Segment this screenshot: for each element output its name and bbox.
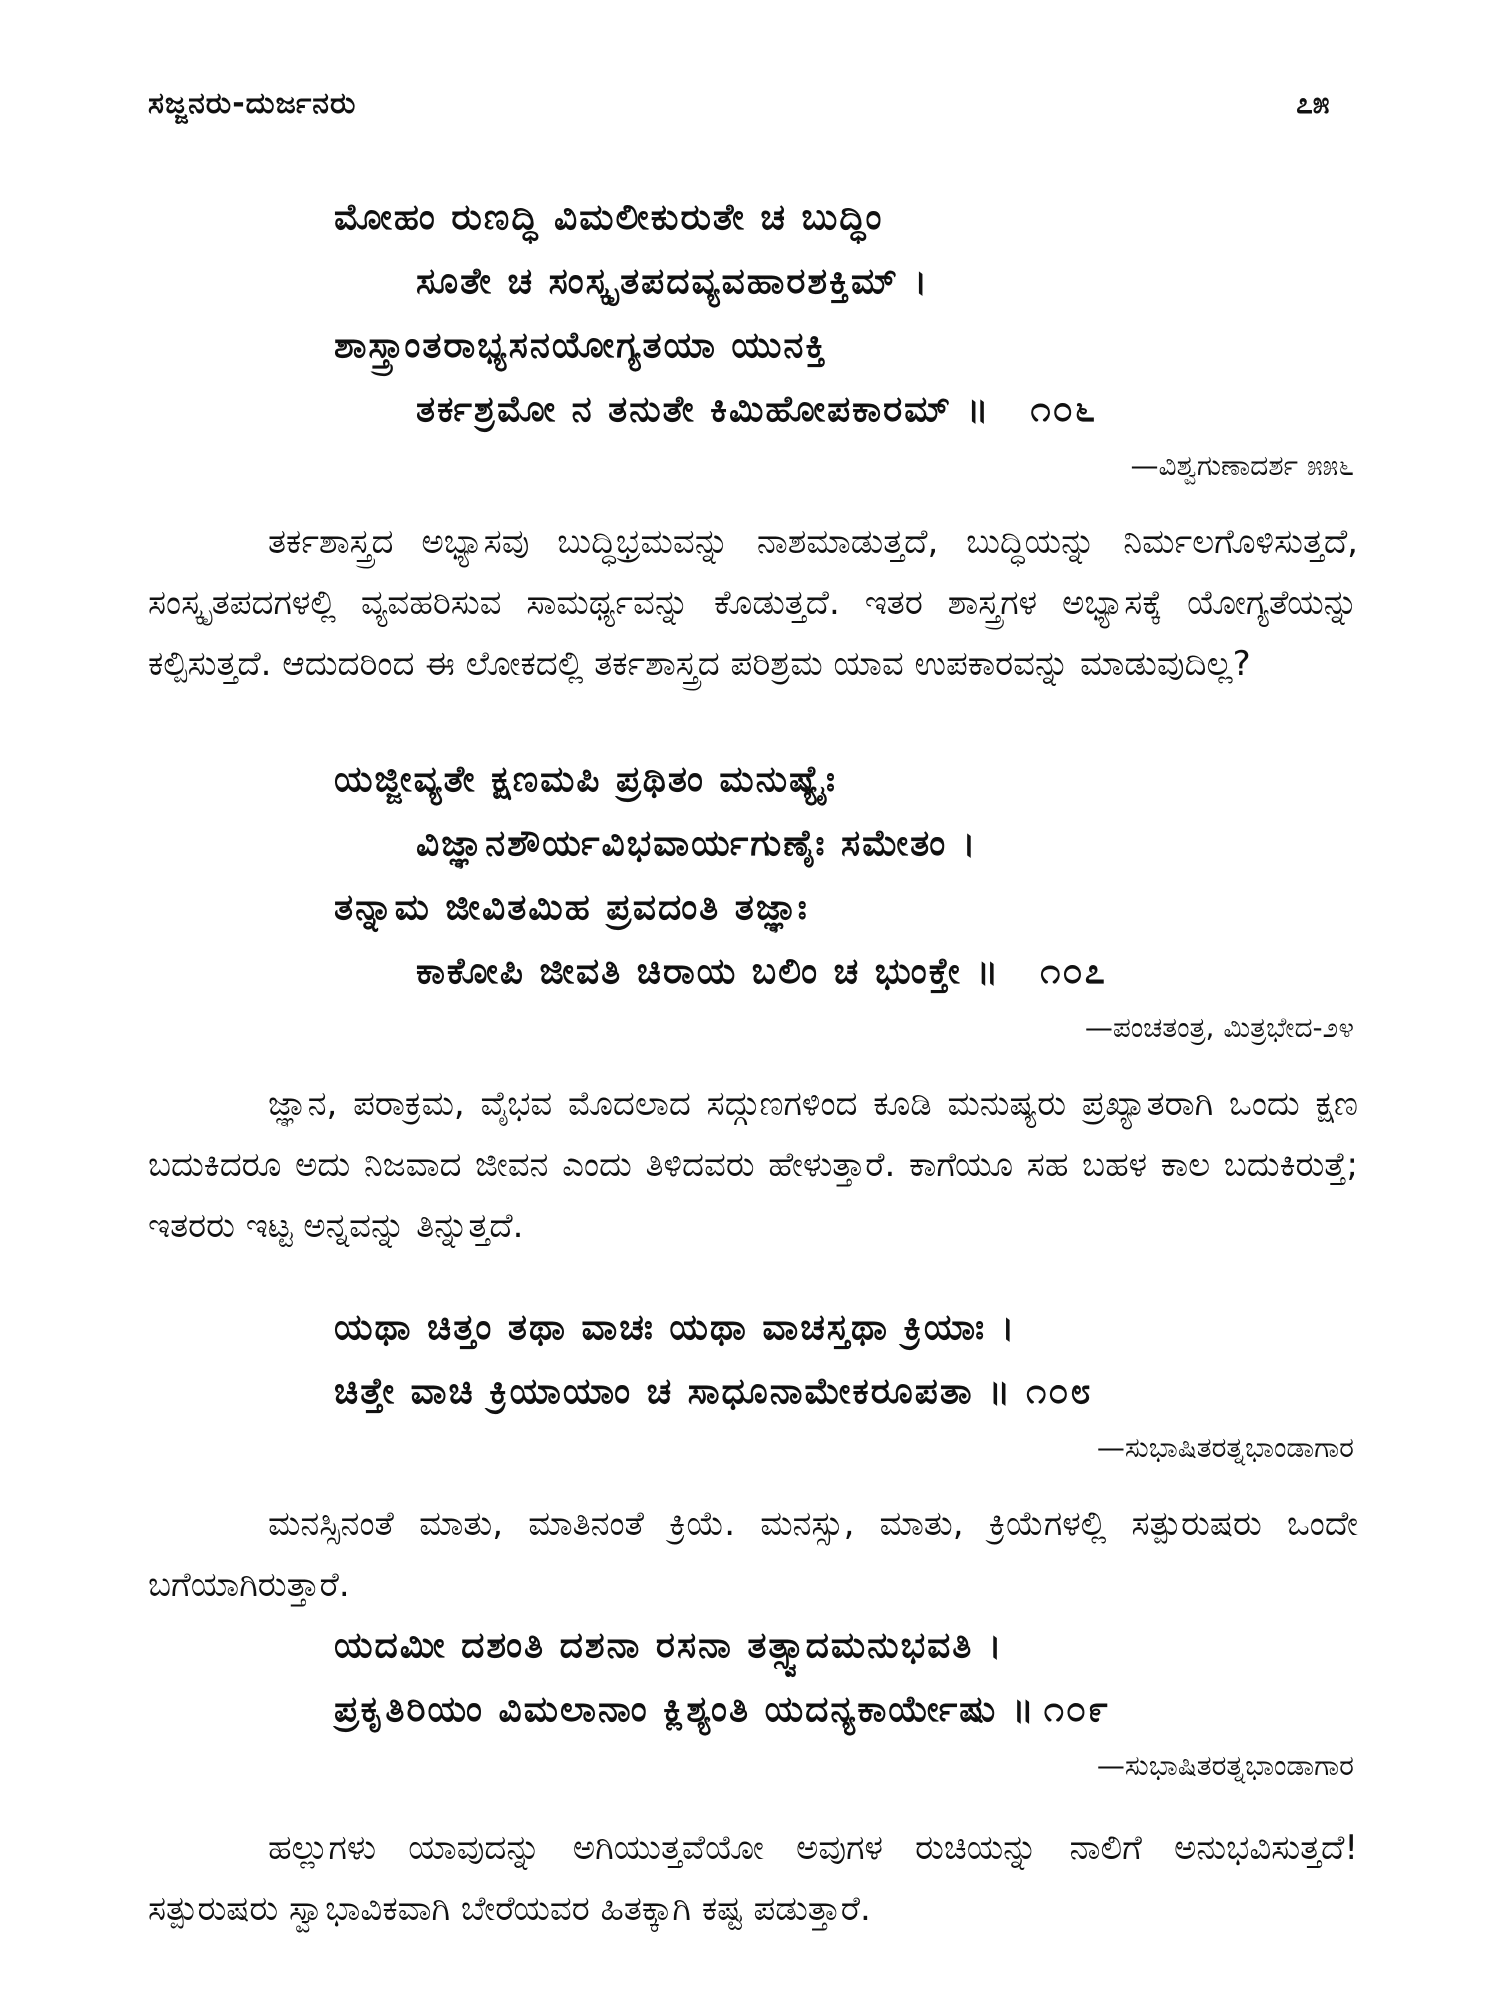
verse-number: ೧೦೮ [1026,1371,1093,1412]
verse-line: ಯದಮೀ ದಶಂತಿ ದಶನಾ ರಸನಾ ತತ್ಸ್ವಾದಮನುಭವತಿ । [334,1625,1004,1666]
verse-line-text: ಚಿತ್ತೇ ವಾಚಿ ಕ್ರಿಯಾಯಾಂ ಚ ಸಾಧೂನಾಮೇಕರೂಪತಾ ॥ [334,1371,1013,1412]
verse-line: ಶಾಸ್ತ್ರಾಂತರಾಭ್ಯಸನಯೋಗ್ಯತಯಾ ಯುನಕ್ತಿ [334,325,828,366]
verse-line [148,378,1358,442]
prose-paragraph: ಹಲ್ಲುಗಳು ಯಾವುದನ್ನು ಅಗಿಯುತ್ತವೆಯೋ ಅವುಗಳ ರುಚಿಯನ್ನು ನಾಲಿಗೆ ಅನುಭವಿಸುತ್ತದೆ! ಸತ್ಪುರುಷರು ಸ್ವಾಭಾವಿಕವಾಗಿ ಬೇರೆಯವರ ಹಿತಕ್ಕಾಗಿ ಕಷ್ಟ ಪಡುತ್ತಾರೆ. [148,1828,1358,1929]
verse-section-108 [148,1296,1358,1616]
verse-line: ಮೋಹಂ ರುಣದ್ಧಿ ವಿಮಲೀಕುರುತೇ ಚ ಬುದ್ಧಿಂ [334,197,884,238]
verse-section-107 [148,748,1358,1257]
prose-paragraph: ಜ್ಞಾನ, ಪರಾಕ್ರಮ, ವೈಭವ ಮೊದಲಾದ ಸದ್ಗುಣಗಳಿಂದ ಕೂಡಿ ಮನುಷ್ಯರು ಪ್ರಖ್ಯಾತರಾಗಿ ಒಂದು ಕ್ಷಣ ಬದುಕಿದರೂ ಅದು ನಿಜವಾದ ಜೀವನ ಎಂದು ತಿಳಿದವರು ಹೇಳುತ್ತಾರೆ. ಕಾಗೆಯೂ ಸಹ ಬಹಳ ಕಾಲ ಬದುಕಿರುತ್ತೆ; ಇತರರು ಇಟ್ಟ ಅನ್ನವನ್ನು ತಿನ್ನುತ್ತದೆ. [148,1084,1358,1246]
verse-line-text: ತರ್ಕಶ್ರಮೋ ನ ತನುತೇ ಕಿಮಿಹೋಪಕಾರಮ್ ॥ [416,389,991,430]
verse-line-text: ಪ್ರಕೃತಿರಿಯಂ ವಿಮಲಾನಾಂ ಕ್ಲಿಶ್ಯಂತಿ ಯದನ್ಯಕಾರ್ಯೇಷು ॥ [334,1689,1036,1730]
verse-number: ೧೦೬ [1030,389,1097,430]
verse-line: ಸೂತೇ ಚ ಸಂಸ್ಕೃತಪದವ್ಯವಹಾರಶಕ್ತಿಮ್ । [416,261,930,302]
prose-paragraph: ತರ್ಕಶಾಸ್ತ್ರದ ಅಭ್ಯಾಸವು ಬುದ್ಧಿಭ್ರಮವನ್ನು ನಾಶಮಾಡುತ್ತದೆ, ಬುದ್ಧಿಯನ್ನು ನಿರ್ಮಲಗೊಳಿಸುತ್ತದೆ, ಸಂಸ್ಕೃತಪದಗಳಲ್ಲಿ ವ್ಯವಹರಿಸುವ ಸಾಮರ್ಥ್ಯವನ್ನು ಕೊಡುತ್ತದೆ. ಇತರ ಶಾಸ್ತ್ರಗಳ ಅಭ್ಯಾಸಕ್ಕೆ ಯೋಗ್ಯತೆಯನ್ನು ಕಲ್ಪಿಸುತ್ತದೆ. ಆದುದರಿಂದ ಈ ಲೋಕದಲ್ಲಿ ತರ್ಕಶಾಸ್ತ್ರದ ಪರಿಶ್ರಮ ಯಾವ ಉಪಕಾರವನ್ನು ಮಾಡುವುದಿಲ್ಲ? [148,522,1358,684]
verse-line: ತನ್ನಾಮ ಜೀವಿತಮಿಹ ಪ್ರವದಂತಿ ತಜ್ಞಾಃ [334,887,809,928]
page-number: ೭೫ [1296,86,1330,121]
verse-source: —ಸುಭಾಷಿತರತ್ನಭಾಂಡಾಗಾರ [1096,1431,1354,1464]
verse-section-109 [148,1614,1358,1940]
verse-source: —ವಿಶ್ವಗುಣಾದರ್ಶ ೫೫೬ [1130,449,1354,482]
running-title: ಸಜ್ಜನರು-ದುರ್ಜನರು [148,86,357,121]
verse-line [148,1360,1358,1424]
verse-line [148,940,1358,1004]
verse-number: ೧೦೯ [1043,1689,1111,1730]
verse-line: ಯಜ್ಜೀವ್ಯತೇ ಕ್ಷಣಮಪಿ ಪ್ರಥಿತಂ ಮನುಷ್ಯೈಃ [334,759,838,800]
verse-source: —ಪಂಚತಂತ್ರ, ಮಿತ್ರಭೇದ-೨೪ [1084,1011,1354,1044]
prose-paragraph: ಮನಸ್ಸಿನಂತೆ ಮಾತು, ಮಾತಿನಂತೆ ಕ್ರಿಯೆ. ಮನಸ್ಸು, ಮಾತು, ಕ್ರಿಯೆಗಳಲ್ಲಿ ಸತ್ಪುರುಷರು ಒಂದೇ ಬಗೆಯಾಗಿರುತ್ತಾರೆ. [148,1504,1358,1605]
verse-line: ಯಥಾ ಚಿತ್ತಂ ತಥಾ ವಾಚಃ ಯಥಾ ವಾಚಸ್ತಥಾ ಕ್ರಿಯಾಃ । [334,1307,1017,1348]
verse-line-text: ಕಾಕೋಪಿ ಜೀವತಿ ಚಿರಾಯ ಬಲಿಂ ಚ ಭುಂಕ್ತೇ ॥ [416,951,1001,992]
verse-line: ವಿಜ್ಞಾನಶೌರ್ಯವಿಭವಾರ್ಯಗುಣೈಃ ಸಮೇತಂ । [416,823,978,864]
verse-line [148,1678,1358,1742]
verse-number: ೧೦೭ [1040,951,1107,992]
verse-section-106 [148,186,1358,695]
verse-source: —ಸುಭಾಷಿತರತ್ನಭಾಂಡಾಗಾರ [1096,1749,1354,1782]
